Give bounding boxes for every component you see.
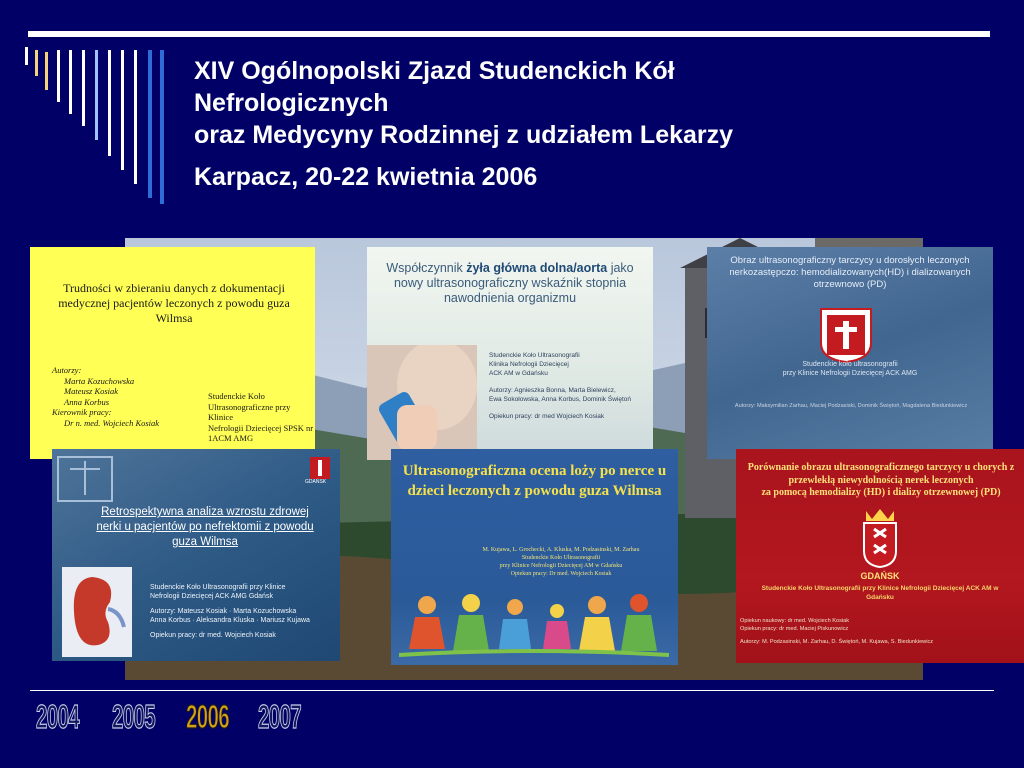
year-link-2007[interactable]: 2007 bbox=[258, 698, 302, 735]
title-bold-part: żyła główna dolna/aorta bbox=[466, 261, 608, 275]
group-line: Nefrologii Dziecięcej SPSK nr bbox=[208, 422, 314, 433]
info-line: Anna Korbus · Aleksandra Kluska · Mariusz Kujawa bbox=[150, 617, 310, 624]
author: Anna Korbus bbox=[64, 396, 110, 407]
group-line: przy Klinice Nefrologii Dziecięcej ACK AMG bbox=[782, 370, 918, 377]
inhaler-photo-icon bbox=[367, 345, 477, 460]
info-line: Studenckie Koło Ultrasonografii bbox=[521, 555, 601, 561]
title-line-2: Nefrologicznych bbox=[194, 89, 389, 117]
info-line: Studenckie Koło Ultrasonografii przy Klinice bbox=[150, 584, 286, 591]
bottom-rule bbox=[30, 690, 994, 691]
gdansk-coat-of-arms-icon bbox=[860, 507, 900, 569]
info-line: Opiekun pracy: dr med. Maciej Piskunowicz bbox=[740, 626, 849, 632]
puzzle-emblem-icon bbox=[52, 449, 122, 509]
poster-info bbox=[150, 583, 310, 640]
poster-kidney-bed[interactable] bbox=[391, 449, 678, 665]
info-line: ACK AM w Gdańsku bbox=[489, 370, 548, 377]
title-line-3: oraz Medycyny Rodzinnej z udziałem Lekarzy bbox=[194, 121, 734, 149]
children-drawing-icon bbox=[399, 589, 669, 661]
poster-group bbox=[208, 391, 315, 444]
title-line-1: XIV Ogólnopolski Zjazd Studenckich Kół bbox=[194, 57, 675, 85]
info-line: Nefrologii Dziecięcej ACK AMG Gdańsk bbox=[150, 593, 273, 600]
author: Marta Kozuchowska bbox=[64, 375, 135, 386]
info-line: Ewa Sokołowska, Anna Korbus, Dominik Świętoń bbox=[489, 396, 631, 403]
info-line: Opiekun pracy: dr med. Wojciech Kosiak bbox=[150, 632, 276, 639]
info-line: Klinika Nefrologii Dziecięcej bbox=[489, 361, 569, 368]
author: Mateusz Kosiak bbox=[64, 386, 119, 396]
poster-title: Ultrasonograficzna ocena loży po nerce u dzieci leczonych z powodu guza Wilmsa bbox=[402, 463, 667, 499]
poster-authors bbox=[52, 365, 159, 428]
info-line: Opiekun pracy: Dr med. Wojciech Kosiak bbox=[510, 571, 612, 577]
poster-group: Studenckie Koło Ultrasonografii przy Klinice Nefrologii Dziecięcej ACK AM w Gdańsku bbox=[761, 585, 999, 601]
poster-kidney-growth[interactable] bbox=[52, 449, 340, 661]
authors-heading: Autorzy: bbox=[52, 365, 82, 375]
title-part: Współczynnik bbox=[386, 261, 467, 275]
group-line: Studenckie koło ultrasonografii bbox=[802, 361, 898, 368]
group-line: Ultrasonograficzne przy Klinice bbox=[208, 401, 291, 422]
supervisor-heading: Kierownik pracy: bbox=[52, 407, 112, 417]
info-line: Opiekun pracy: dr med Wojciech Kosiak bbox=[489, 413, 605, 420]
poster-wilms-documentation[interactable] bbox=[30, 247, 315, 459]
poster-group bbox=[717, 360, 983, 378]
info-line: Autorzy: Agnieszka Bonna, Marta Bielewicz, bbox=[489, 387, 616, 394]
poster-title: Porównanie obrazu ultrasonograficznego tarczycy u chorych z przewlekłą niewydolnością nerek leczonych bbox=[747, 462, 1015, 486]
poster-thyroid-comparison[interactable] bbox=[736, 449, 1024, 663]
info-line: M. Kujawa, L. Grochecki, A. Kluska, M. Podzasinski, M. Zarhau bbox=[482, 547, 640, 553]
poster-info bbox=[451, 546, 671, 578]
amg-emblem-icon bbox=[819, 307, 873, 363]
decorative-bars bbox=[0, 0, 180, 210]
poster-authors: Autorzy: Maksymilian Zarhau, Maciej Podzasiski, Dominik Świętoń, Magdalena Biedunkiewicz bbox=[734, 403, 968, 409]
poster-title: Obraz ultrasonograficzny tarczycy u dorosłych leczonych nerkozastępczo: hemodializowanych(HD) i dializowanych otrzewnowo (PD) bbox=[729, 255, 971, 290]
info-line: przy Klinice Nefrologii Dziecięcej AM w Gdańsku bbox=[499, 563, 623, 569]
title-part: jako nowy ultrasonograficzny wskaźnik stopnia nawodnienia organizmu bbox=[393, 261, 634, 305]
group-line: 1ACM AMG bbox=[208, 433, 254, 443]
poster-title: Retrospektywna analiza wzrostu zdrowej nerki u pacjentów po nefrektomii z powodu guza Wilmsa bbox=[96, 506, 314, 548]
supervisor: Dr n. med. Wojciech Kosiak bbox=[64, 417, 160, 428]
poster-thyroid-dialysis[interactable] bbox=[707, 247, 993, 459]
event-date: Karpacz, 20-22 kwietnia 2006 bbox=[194, 163, 538, 191]
kidney-illustration-icon bbox=[62, 567, 132, 657]
poster-title bbox=[375, 261, 645, 306]
info-line: Autorzy: M. Podzasinski, M. Zarhau, D. Świętoń, M. Kujawa, S. Biedunkiewicz bbox=[740, 639, 934, 645]
slide-title bbox=[194, 55, 733, 193]
poster-title: Trudności w zbieraniu danych z dokumentacji medycznej pacjentów leczonych z powodu guza Wilmsa bbox=[58, 281, 290, 325]
poster-vena-cava-ratio[interactable] bbox=[367, 247, 653, 460]
info-line: Opiekun naukowy: dr med. Wojciech Kosiak bbox=[740, 618, 850, 624]
poster-info bbox=[489, 351, 631, 421]
group-line: Studenckie Koło bbox=[208, 391, 265, 401]
badge-label: GDAŃSK bbox=[305, 479, 327, 485]
poster-info bbox=[740, 617, 933, 646]
year-link-2005[interactable]: 2005 bbox=[112, 698, 156, 735]
poster-subtitle: za pomocą hemodializy (HD) i dializy otrzewnowej (PD) bbox=[761, 487, 1001, 498]
year-link-2004[interactable]: 2004 bbox=[36, 698, 80, 735]
year-link-2006[interactable]: 2006 bbox=[186, 698, 230, 735]
info-line: Autorzy: Mateusz Kosiak · Marta Kozuchowska bbox=[150, 608, 297, 615]
info-line: Studenckie Koło Ultrasonografii bbox=[489, 352, 580, 359]
city-label: GDAŃSK bbox=[860, 571, 900, 581]
